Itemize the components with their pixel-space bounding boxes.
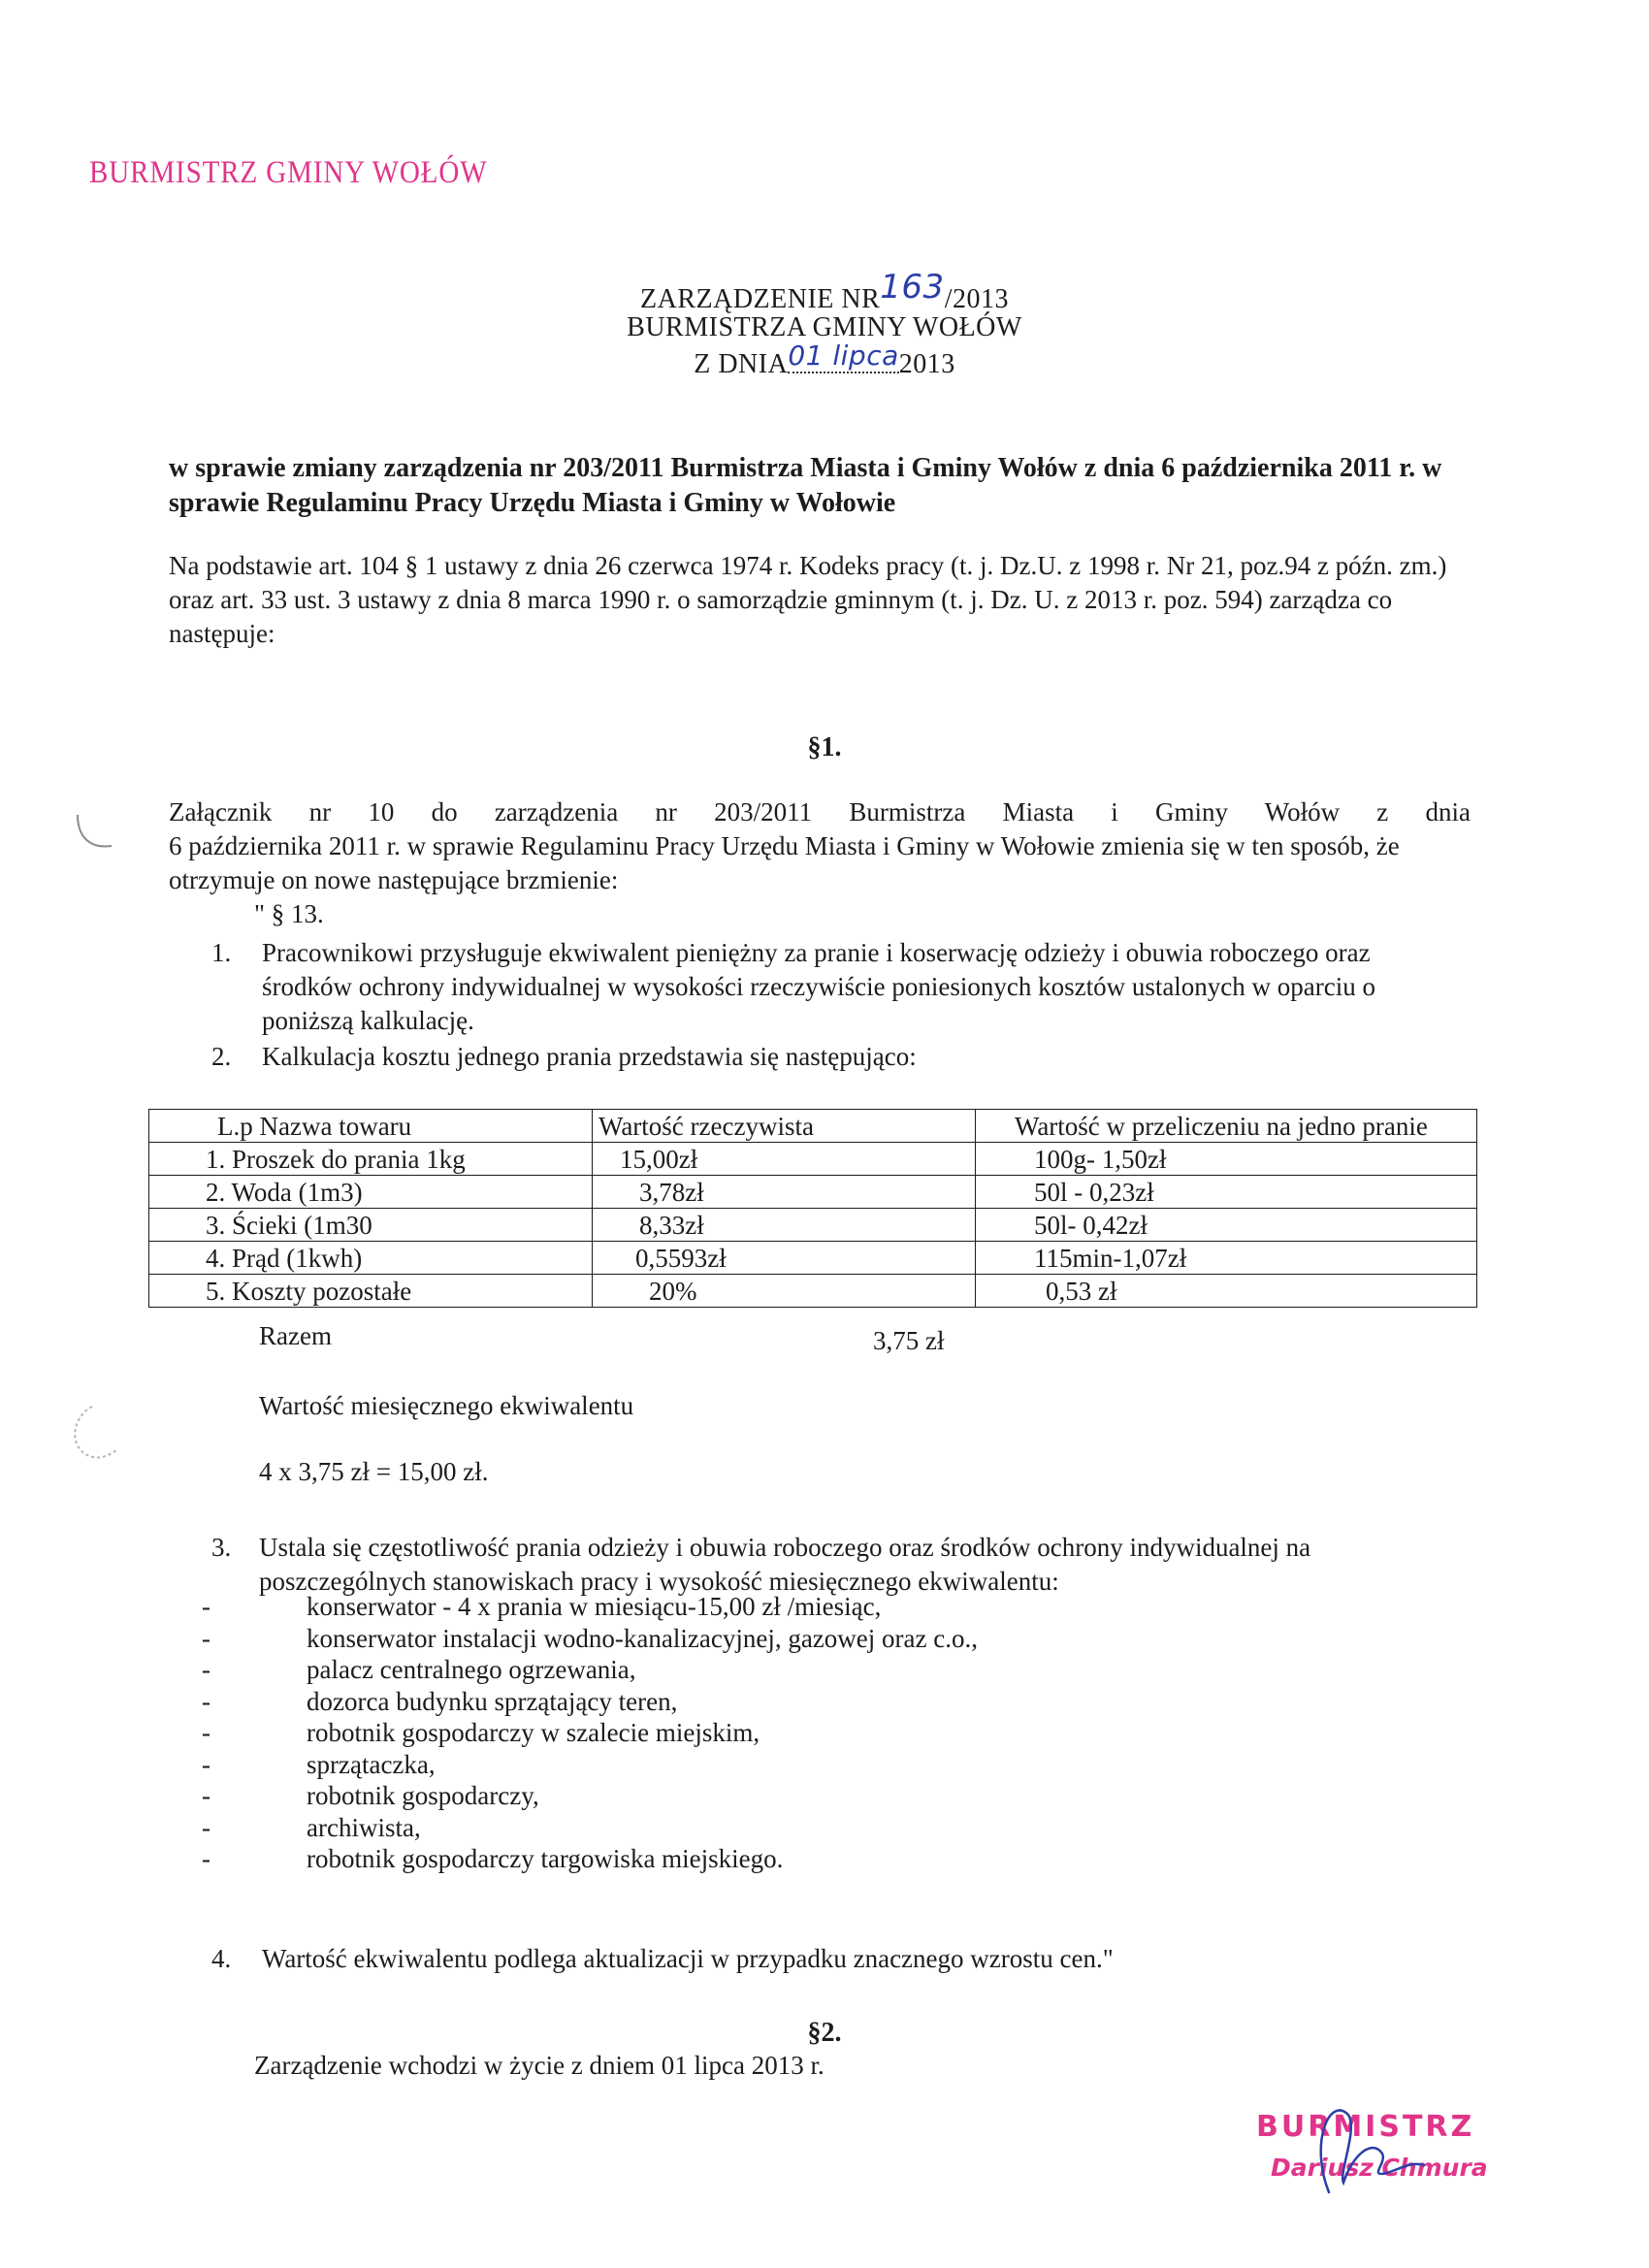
table-cell-name (149, 1143, 593, 1176)
table-cell-value: 15,00zł (593, 1143, 976, 1176)
item-3-number: 3. (211, 1533, 232, 1562)
title-prefix: ZARZĄDZENIE NR (640, 284, 881, 314)
row-number: 3. (206, 1210, 226, 1240)
section-1-intro (169, 795, 1471, 897)
list-item (202, 1717, 978, 1749)
quote-paragraph: " § 13. (254, 899, 324, 928)
item-4-text: Wartość ekwiwalentu podlega aktualizacji w przypadku znacznego wzrostu cen." (262, 1944, 1114, 1973)
signature-icon (1300, 2086, 1436, 2212)
table-cell-name (149, 1209, 593, 1242)
document-subject: w sprawie zmiany zarządzenia nr 203/2011 Burmistrza Miasta i Gminy Wołów z dnia 6 października 2011 r. w sprawie Regulaminu Pracy Urzędu Miasta i Gminy w Wołowie (169, 453, 1442, 518)
punch-mark-icon (58, 1397, 126, 1474)
list-item (202, 1780, 978, 1812)
list-item-text: palacz centralnego ogrzewania, (307, 1655, 636, 1684)
total-label: Razem (259, 1321, 332, 1350)
item-3-text: Ustala się częstotliwość prania odzieży i obuwia roboczego oraz środków ochrony indywidualnej na poszczególnych stanowiskach pracy i wysokość miesięcznego ekwiwalentu: (259, 1533, 1311, 1596)
list-dash: - (202, 1749, 210, 1779)
table-header-row (149, 1110, 1477, 1143)
legal-basis: Na podstawie art. 104 § 1 ustawy z dnia 26 czerwca 1974 r. Kodeks pracy (t. j. Dz.U. z 1998 r. Nr 21, poz.94 z późn. zm.) oraz art. 33 ust. 3 ustawy z dnia 8 marca 1990 r. o samorządzie gminnym (t. j. Dz. U. z 2013 r. poz. 594) zarządza co następuje: (169, 551, 1447, 648)
section-2-text: Zarządzenie wchodzi w życie z dniem 01 lipca 2013 r. (254, 2051, 824, 2080)
table-cell-per-wash: 100g- 1,50zł (976, 1143, 1477, 1176)
document-date (0, 340, 1649, 380)
item-2-text: Kalkulacja kosztu jednego prania przedstawia się następująco: (262, 1042, 917, 1071)
list-item (202, 1812, 978, 1844)
list-item-text: robotnik gospodarczy w szalecie miejskim, (307, 1718, 760, 1747)
list-item (202, 1749, 978, 1781)
table-cell-value: 20% (593, 1275, 976, 1308)
row-number: 1. (206, 1144, 226, 1174)
table-header: Wartość rzeczywista (593, 1110, 976, 1143)
list-item-text: sprzątaczka, (307, 1749, 436, 1779)
item-name: Koszty pozostałe (232, 1276, 412, 1306)
date-suffix: 2013 (898, 349, 955, 379)
table-cell-per-wash: 115min-1,07zł (976, 1242, 1477, 1275)
mayor-stamp-name: Dariusz Chmura (1271, 2154, 1488, 2182)
document-issuer: BURMISTRZA GMINY WOŁÓW (627, 312, 1022, 342)
table-cell-value: 8,33zł (593, 1209, 976, 1242)
table-cell-per-wash: 50l- 0,42zł (976, 1209, 1477, 1242)
mayor-stamp-title: BURMISTRZ (1256, 2110, 1475, 2144)
table-cell-per-wash: 50l - 0,23zł (976, 1176, 1477, 1209)
item-name: Proszek do prania 1kg (232, 1144, 466, 1174)
item-4-number: 4. (211, 1944, 232, 1973)
table-row (149, 1242, 1477, 1275)
list-item (202, 1591, 978, 1623)
list-dash: - (202, 1592, 210, 1621)
item-1-number: 1. (211, 938, 232, 967)
table-row (149, 1176, 1477, 1209)
cost-table (148, 1109, 1477, 1308)
table-row (149, 1143, 1477, 1176)
total-value: 3,75 zł (873, 1326, 945, 1355)
list-item-text: konserwator - 4 x prania w miesiącu-15,00 zł /miesiąc, (307, 1592, 882, 1621)
list-item (202, 1623, 978, 1655)
list-item-text: robotnik gospodarczy, (307, 1781, 539, 1810)
list-item-text: archiwista, (307, 1812, 421, 1842)
monthly-calc: 4 x 3,75 zł = 15,00 zł. (259, 1457, 489, 1486)
table-cell-name (149, 1176, 593, 1209)
table-cell-name (149, 1242, 593, 1275)
table-header: Wartość w przeliczeniu na jedno pranie (976, 1110, 1477, 1143)
list-item-text: konserwator instalacji wodno-kanalizacyjnej, gazowej oraz c.o., (307, 1623, 978, 1653)
item-name: Ścieki (1m30 (232, 1210, 372, 1240)
office-stamp-top: BURMISTRZ GMINY WOŁÓW (89, 155, 488, 190)
punch-mark-icon (58, 805, 116, 863)
document-title (0, 268, 1649, 316)
section-1-title: §1. (807, 732, 842, 762)
table-row (149, 1275, 1477, 1308)
list-item (202, 1686, 978, 1718)
table-row (149, 1209, 1477, 1242)
list-item (202, 1843, 978, 1875)
item-1-text: Pracownikowi przysługuje ekwiwalent pieniężny za pranie i koserwację odzieży i obuwia roboczego oraz środków ochrony indywidualnej w wysokości rzeczywiście poniesionych kosztów ustalonych w oparciu o poniższą kalkulację. (262, 938, 1376, 1035)
intro-first-line: Załącznik nr 10 do zarządzenia nr 203/2011 Burmistrza Miasta i Gminy Wołów z dnia (169, 797, 1471, 826)
date-prefix: Z DNIA (694, 349, 789, 379)
item-name: Woda (1m3) (231, 1177, 363, 1207)
list-item-text: robotnik gospodarczy targowiska miejskiego. (307, 1844, 784, 1873)
monthly-label: Wartość miesięcznego ekwiwalentu (259, 1391, 634, 1420)
list-dash: - (202, 1812, 210, 1842)
section-2-title: §2. (807, 2018, 842, 2048)
handwritten-number: 163 (880, 268, 945, 307)
list-dash: - (202, 1655, 210, 1684)
list-dash: - (202, 1844, 210, 1873)
row-number: 4. (206, 1243, 226, 1273)
row-number: 2. (206, 1177, 226, 1207)
list-item (202, 1654, 978, 1686)
list-dash: - (202, 1781, 210, 1810)
list-dash: - (202, 1686, 210, 1716)
table-cell-per-wash: 0,53 zł (976, 1275, 1477, 1308)
item-name: Prąd (1kwh) (232, 1243, 363, 1273)
list-dash: - (202, 1623, 210, 1653)
table-header: L.p Nazwa towaru (149, 1110, 593, 1143)
list-item-text: dozorca budynku sprzątający teren, (307, 1686, 678, 1716)
title-suffix: /2013 (944, 284, 1009, 314)
table-cell-name (149, 1275, 593, 1308)
item-2-number: 2. (211, 1042, 232, 1071)
row-number: 5. (206, 1276, 226, 1306)
table-cell-value: 0,5593zł (593, 1242, 976, 1275)
handwritten-date: 01 lipca (788, 340, 899, 372)
intro-rest: 6 października 2011 r. w sprawie Regulaminu Pracy Urzędu Miasta i Gminy w Wołowie zmienia się w ten sposób, że otrzymuje on nowe następujące brzmienie: (169, 831, 1400, 894)
job-position-list (202, 1591, 978, 1875)
list-dash: - (202, 1718, 210, 1747)
table-cell-value: 3,78zł (593, 1176, 976, 1209)
